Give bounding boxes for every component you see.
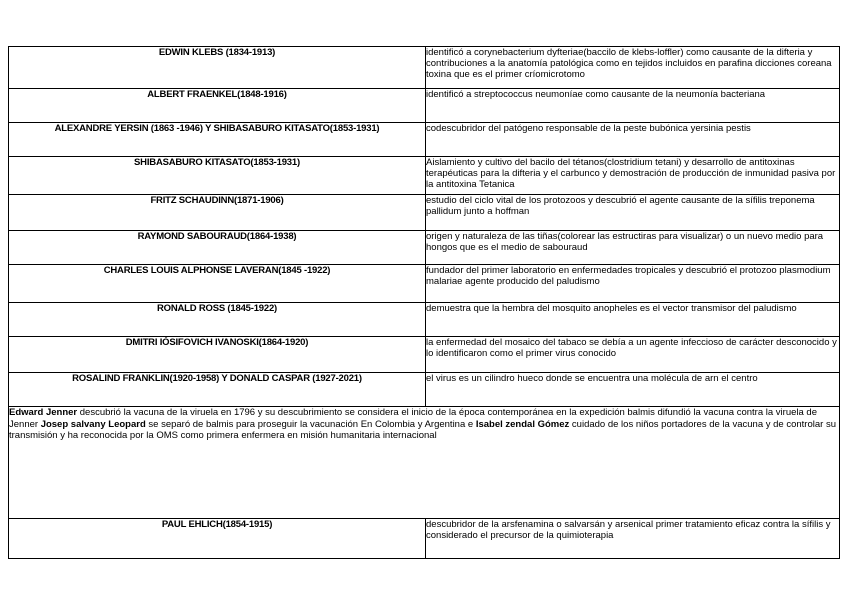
paragraph-text: se separó de balmis para proseguir la vacunación En Colombia y Argentina e [145, 418, 476, 430]
contribution-text: descubridor de la arsfenamina o salvarsán y arsenical primer tratamiento eficaz contra la sífilis y considerado el precursor de la quimioterapia [426, 519, 840, 559]
scientist-name: EDWIN KLEBS (1834-1913) [9, 47, 426, 89]
history-table [8, 46, 840, 559]
table-row [9, 303, 840, 337]
paragraph-text: cuidado de los niños portadores de la vacuna y de controlar su transmisión y ha reconocida por la OMS como primera enfermera en misión humanitaria internacional [9, 418, 836, 441]
scientist-name: ALEXANDRE YERSIN (1863 -1946) Y SHIBASABURO KITASATO(1853-1931) [9, 123, 426, 157]
scientist-name: ROSALIND FRANKLIN(1920-1958) Y DONALD CASPAR (1927-2021) [9, 373, 426, 407]
table-row [9, 231, 840, 265]
contribution-text: origen y naturaleza de las tiñas(colorear las estructiras para visualizar) o un nuevo medio para hongos que es el medio de sabouraud [426, 231, 840, 265]
scientist-name: PAUL EHLICH(1854-1915) [9, 519, 426, 559]
scientist-name: SHIBASABURO KITASATO(1853-1931) [9, 157, 426, 195]
table-row [9, 47, 840, 89]
table-row [9, 265, 840, 303]
contribution-text: identificó a corynebacterium dyfteriae(baccilo de klebs-loffler) como causante de la difteria y contribuciones a la anatomía patológica como en tejidos incluidos en parafina dicciones coreana toxina que es el primer críomicrotomo [426, 47, 840, 89]
bold-name: Isabel zendal Gómez [475, 418, 570, 430]
paragraph-row [9, 407, 840, 519]
table-row [9, 519, 840, 559]
contribution-text: codescubridor del patógeno responsable de la peste bubónica yersinia pestis [426, 123, 840, 157]
table-row [9, 337, 840, 373]
bold-name: Josep salvany Leopard [40, 418, 146, 430]
scientist-name: CHARLES LOUIS ALPHONSE LAVERAN(1845 -1922) [9, 265, 426, 303]
scientist-name: RAYMOND SABOURAUD(1864-1938) [9, 231, 426, 265]
bold-name: Edward Jenner [9, 407, 78, 418]
table-row [9, 89, 840, 123]
scientist-name: RONALD ROSS (1845-1922) [9, 303, 426, 337]
contribution-text: demuestra que la hembra del mosquito anopheles es el vector transmisor del paludismo [426, 303, 840, 337]
scientist-name: ALBERT FRAENKEL(1848-1916) [9, 89, 426, 123]
table-row [9, 157, 840, 195]
contribution-text: identificó a streptococcus neumoníae como causante de la neumonía bacteriana [426, 89, 840, 123]
table-row [9, 123, 840, 157]
contribution-text: la enfermedad del mosaico del tabaco se debía a un agente infeccioso de carácter desconocido y lo identificaron como el primer virus conocido [426, 337, 840, 373]
table-row [9, 195, 840, 231]
contribution-text: el virus es un cilindro hueco donde se encuentra una molécula de arn el centro [426, 373, 840, 407]
jenner-paragraph [9, 407, 840, 519]
contribution-text: estudio del ciclo vital de los protozoos y descubrió el agente causante de la sífilis treponema pallidum junto a hoffman [426, 195, 840, 231]
paragraph-text: descubrió la vacuna de la viruela en 1796 y su descubrimiento se considera el inicio de la época contemporánea en la expedición balmis difundió la vacuna contra la viruela de Jenner [9, 407, 817, 430]
table-row [9, 373, 840, 407]
contribution-text: fundador del primer laboratorio en enfermedades tropicales y descubrió el protozoo plasmodium malariae agente producido del paludismo [426, 265, 840, 303]
contribution-text: Aislamiento y cultivo del bacilo del tétanos(clostridium tetani) y desarrollo de antitoxinas terapéuticas para la difteria y el carbunco y demostración de producción de inmunidad pasiva por la antitoxina Tetanica [426, 157, 840, 195]
scientist-name: DMITRI IÓSIFOVICH IVANOSKI(1864-1920) [9, 337, 426, 373]
scientist-name: FRITZ SCHAUDINN(1871-1906) [9, 195, 426, 231]
